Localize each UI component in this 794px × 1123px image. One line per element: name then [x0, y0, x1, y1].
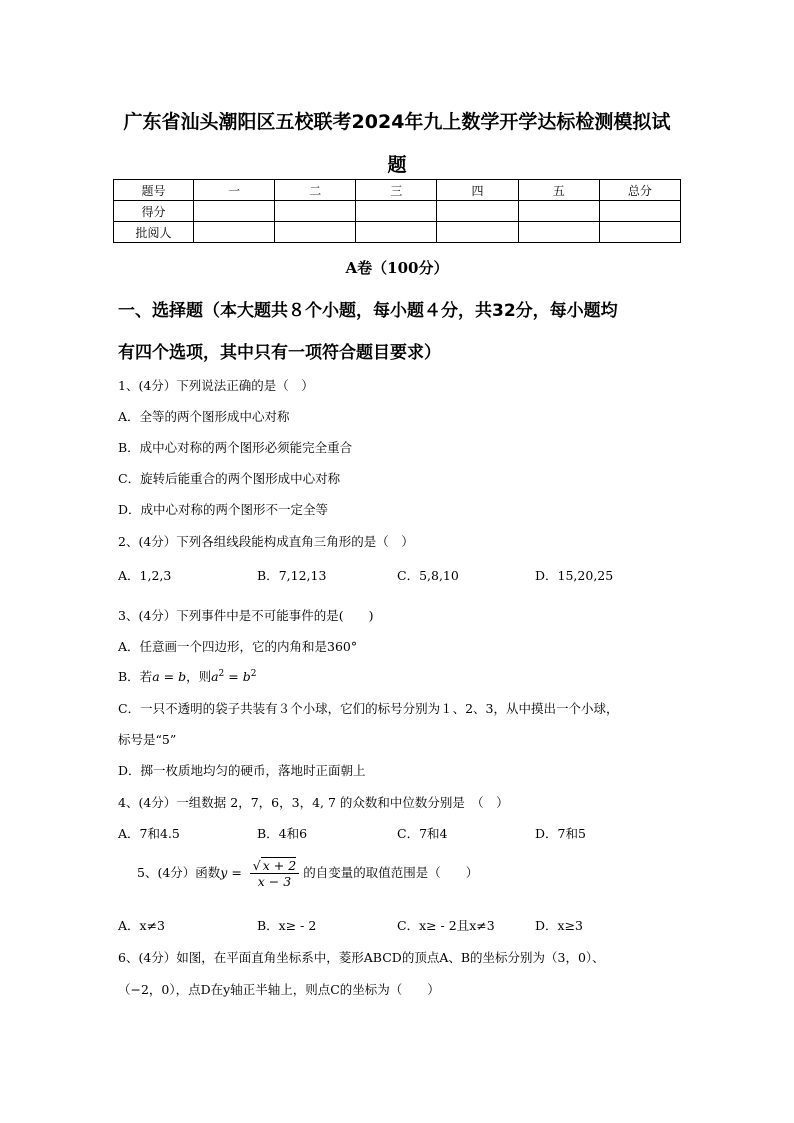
q6-line2: （−2，0），点D在y轴正半轴上，则点C的坐标为（ ）	[118, 982, 440, 997]
header-cell: 总分	[599, 180, 680, 201]
score-row	[114, 201, 681, 222]
q3-stem: 3、(4分）下列事件中是不可能事件的是( )	[118, 608, 374, 623]
header-cell: 五	[518, 180, 599, 201]
q3-option-a: A．任意画一个四边形，它的内角和是360°	[118, 639, 358, 654]
q1-option-c: C．旋转后能重合的两个图形成中心对称	[118, 471, 341, 486]
header-cell: 二	[275, 180, 356, 201]
reviewer-cell[interactable]	[275, 222, 356, 243]
q3-option-b: B．若a = b，则$a^2 = b^2$	[118, 668, 257, 684]
score-cell[interactable]	[275, 201, 356, 222]
header-cell: 四	[437, 180, 518, 201]
reviewer-cell[interactable]	[518, 222, 599, 243]
q5-option-d: D．x≥3	[535, 918, 583, 933]
q3-option-d: D．掷一枚质地均匀的硬币，落地时正面朝上	[118, 763, 366, 778]
q5-stem: 5、(4分）函数y = $\frac{√ x + 2}{x - 3}$ 的自变量的取值范围是（ ）	[137, 858, 479, 889]
header-cell: 一	[194, 180, 275, 201]
q2-option-d: D．15,20,25	[535, 568, 614, 583]
score-cell[interactable]	[437, 201, 518, 222]
q4-option-a: A．7和4.5	[118, 826, 180, 841]
q2-stem: 2、(4分）下列各组线段能构成直角三角形的是（ ）	[118, 534, 414, 549]
score-cell[interactable]	[599, 201, 680, 222]
reviewer-cell[interactable]	[437, 222, 518, 243]
score-cell[interactable]	[518, 201, 599, 222]
doc-title-line2: 题	[387, 154, 407, 176]
reviewer-row	[114, 222, 681, 243]
volume-label: A卷（100分）	[345, 259, 449, 277]
q2-option-c: C．5,8,10	[397, 568, 459, 583]
q5-option-b: B．x≥ - 2	[257, 918, 317, 933]
q1-stem: 1、(4分）下列说法正确的是（ ）	[118, 378, 314, 393]
q2-option-b: B．7,12,13	[257, 568, 327, 583]
q6-line1: 6、(4分）如图，在平面直角坐标系中，菱形ABCD的顶点A、B的坐标分别为（3，0）、	[118, 950, 605, 965]
reviewer-cell[interactable]	[194, 222, 275, 243]
q4-options	[0, 824, 794, 844]
q1-option-d: D．成中心对称的两个图形不一定全等	[118, 502, 329, 517]
doc-title-line1: 广东省汕头潮阳区五校联考2024年九上数学开学达标检测模拟试	[123, 111, 671, 133]
header-cell: 三	[356, 180, 437, 201]
q5-options	[0, 916, 794, 936]
q5-fraction: $\frac{√ x + 2}{x - 3}$	[250, 858, 299, 889]
reviewer-cell[interactable]	[356, 222, 437, 243]
q1-option-b: B．成中心对称的两个图形必须能完全重合	[118, 440, 353, 455]
score-table-header-row	[114, 180, 681, 201]
q4-option-d: D．7和5	[535, 826, 586, 841]
q2-options	[0, 566, 794, 586]
header-cell: 题号	[114, 180, 194, 201]
q2-option-a: A．1,2,3	[118, 568, 172, 583]
score-cell[interactable]	[356, 201, 437, 222]
section1-line2: 有四个选项，其中只有一项符合题目要求）	[118, 343, 441, 363]
q3-option-c-line1: C．一只不透明的袋子共装有３个小球，它们的标号分别为１、2、3，从中摸出一个小球，	[118, 701, 619, 716]
row-label-score: 得分	[114, 201, 194, 222]
q4-option-c: C．7和4	[397, 826, 448, 841]
q5-option-a: A．x≠3	[118, 918, 166, 933]
score-table	[113, 179, 681, 243]
q1-option-a: A．全等的两个图形成中心对称	[118, 409, 290, 424]
q3-option-c-line2: 标号是“5”	[118, 732, 177, 747]
q5-option-c: C．x≥ - 2且x≠3	[397, 918, 495, 933]
score-cell[interactable]	[194, 201, 275, 222]
reviewer-cell[interactable]	[599, 222, 680, 243]
q4-stem: 4、(4分）一组数据 2，7，6，3，4, 7 的众数和中位数分别是 （ ）	[118, 795, 509, 810]
row-label-reviewer: 批阅人	[114, 222, 194, 243]
section1-line1: 一、选择题（本大题共８个小题，每小题４分，共32分，每小题均	[118, 301, 618, 321]
q4-option-b: B．4和6	[257, 826, 308, 841]
